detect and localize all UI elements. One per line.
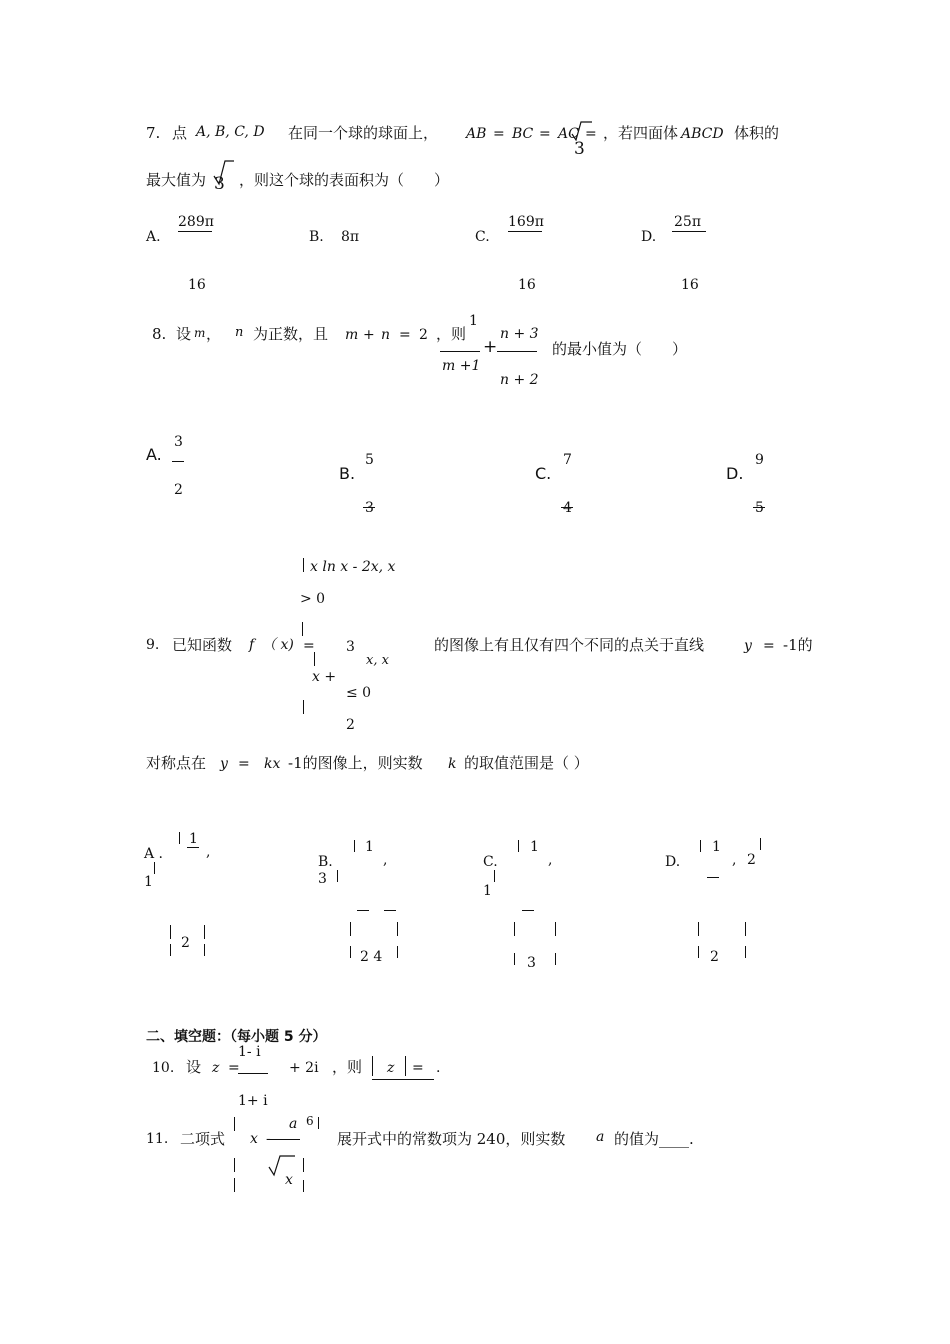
q7-option-c-label: C.	[475, 229, 490, 245]
q7-line2-a: 最大值为	[146, 171, 207, 189]
q9-kx: kx	[264, 756, 281, 772]
q9-option-c-comma: ,	[548, 852, 553, 868]
q9-option-d-bracket-right	[760, 838, 761, 850]
q9-brace-bottom	[303, 700, 304, 714]
q9-option-b-bar-1	[357, 910, 369, 911]
q7-option-b-value: 8π	[341, 229, 360, 245]
q8-text-ze: ，则	[436, 325, 467, 343]
q9-option-c-paren-left	[514, 922, 515, 936]
q11-paren-right-top	[318, 1117, 319, 1129]
q9-option-b-denoms: 2 4	[360, 949, 383, 965]
q9-brace-top	[303, 558, 304, 572]
q8-option-a-numerator: 3	[174, 434, 183, 450]
q10-eq2: =	[412, 1060, 424, 1076]
q7-option-d-fraction-bar	[672, 231, 706, 232]
q8-option-b-denominator: 3	[365, 500, 374, 516]
q9-option-c-right: 1	[483, 883, 492, 899]
q9-option-b-paren-left	[350, 922, 351, 936]
q8-m2: m	[345, 327, 359, 343]
q10-text-ze: ，则	[332, 1058, 363, 1076]
q9-option-d-comma: ,	[732, 852, 737, 868]
q9-option-c-bracket-top	[518, 840, 519, 852]
q8-text-mid: 为正数，且	[253, 325, 329, 343]
q11-text-after: 展开式中的常数项为 240，则实数	[337, 1130, 566, 1148]
q7-option-a-label: A.	[146, 229, 161, 245]
q7-option-a-fraction-bar	[178, 231, 212, 232]
q9-eq2: =	[238, 756, 250, 772]
q9-option-b-three: 3	[318, 871, 327, 887]
q9-option-c-one: 1	[530, 839, 539, 855]
q11-a2: a	[596, 1129, 605, 1145]
q9-option-b-paren-right	[397, 922, 398, 936]
q11-frac-bar	[270, 1139, 300, 1140]
q9-option-d-bracket-top	[700, 840, 701, 852]
q7-option-c-numerator: 169π	[508, 214, 544, 230]
q10-frac-bar	[238, 1073, 268, 1074]
q9-option-d-paren-right	[745, 922, 746, 936]
q11-paren-right-mid	[303, 1158, 304, 1172]
q7-option-b-label: B.	[309, 229, 324, 245]
q9-option-b-paren-right-b	[397, 946, 398, 958]
q11-paren-left-top	[234, 1117, 235, 1131]
q8-plus: +	[363, 327, 375, 343]
q7-text-after: ，若四面体	[603, 124, 679, 142]
q9-number: 9.	[146, 637, 160, 653]
q9-line2-c: 的取值范围是（ ）	[464, 754, 589, 772]
q7-option-d-denominator: 16	[681, 277, 699, 293]
q7-option-c-fraction-bar	[508, 231, 542, 232]
q9-option-a-comma: ,	[206, 844, 211, 860]
q11-text-tail: 的值为____.	[614, 1130, 694, 1148]
q11-paren-left-mid	[234, 1158, 235, 1172]
q9-option-b-bracket-top	[354, 840, 355, 852]
q9-option-a-paren-right-b	[204, 944, 205, 956]
q11-minus: -	[266, 1131, 271, 1147]
q10-dot: .	[436, 1060, 441, 1076]
q10-text-pre: 设	[186, 1058, 202, 1076]
q8-number: 8.	[152, 325, 167, 343]
q7-eq1: =	[493, 126, 505, 142]
q7-option-d-label: D.	[641, 229, 657, 245]
section-2-title: 二、填空题：（每小题 5 分）	[146, 1029, 327, 1045]
q9-option-a-two: 2	[181, 935, 190, 951]
q7-ab: AB	[466, 126, 487, 142]
q7-text-vol: 体积的	[734, 124, 780, 142]
q8-option-c-numerator: 7	[563, 452, 572, 468]
q9-option-a-one: 1	[189, 831, 198, 847]
q8-option-c-denominator: 4	[563, 500, 572, 516]
q10-abs-z: z	[387, 1060, 395, 1076]
q9-option-b-paren-left-b	[350, 946, 351, 958]
q9-option-b-comma: ,	[383, 852, 388, 868]
q9-f: f	[249, 637, 255, 653]
q8-frac2-bar	[497, 351, 537, 352]
q9-option-b-one: 1	[365, 839, 374, 855]
q10-plus2i: + 2i	[289, 1060, 319, 1076]
q9-option-d-bar	[707, 877, 719, 878]
q10-abs-left	[372, 1056, 373, 1076]
q9-le0: ≤ 0	[346, 685, 372, 701]
q10-frac-numerator: 1- i	[238, 1044, 261, 1060]
q8-text-pre: 设	[176, 325, 192, 343]
q11-text-pre: 二项式	[180, 1130, 226, 1148]
q8-option-a-label: A.	[146, 445, 162, 464]
q10-number: 10.	[152, 1060, 175, 1076]
q9-option-d-one: 1	[712, 839, 721, 855]
q9-eq: =	[303, 638, 315, 654]
q9-option-a-paren-left-b	[170, 944, 171, 956]
q7-text-pre: 点	[172, 124, 188, 142]
q7-eq3: =	[585, 126, 597, 142]
q10-abs-right	[405, 1056, 406, 1076]
q7-ac: AC	[558, 126, 579, 142]
q8-frac1-denominator: m +1	[442, 358, 481, 374]
q9-option-a-bar	[187, 847, 199, 848]
q7-eq2: =	[539, 126, 551, 142]
q8-two: 2	[419, 327, 428, 343]
q9-option-a-bracket-top	[179, 832, 180, 844]
q9-brace-mid-upper	[302, 622, 303, 636]
q7-option-d-numerator: 25π	[674, 214, 702, 230]
q11-paren-left-bottom	[234, 1178, 235, 1192]
q11-sqrt-x: x	[285, 1172, 293, 1188]
q9-paren-x: （ x)	[262, 637, 294, 653]
q9-option-d-right: 2	[747, 852, 756, 868]
q8-option-d-label: D.	[726, 464, 744, 483]
q10-frac-denominator: 1+ i	[238, 1093, 268, 1109]
q8-n2: n	[381, 327, 391, 343]
q8-option-a-denominator: 2	[174, 482, 183, 498]
q9-option-b-bracket-mid	[337, 870, 338, 882]
q9-option-d-paren-left	[698, 922, 699, 936]
q9-text-pre: 已知函数	[172, 636, 233, 654]
q8-option-c-label: C.	[535, 464, 552, 483]
q8-eq: =	[399, 327, 411, 343]
q9-piece1-cond: > 0	[300, 591, 326, 607]
q9-three: 3	[346, 639, 355, 655]
q7-text-mid: 在同一个球的球面上，	[288, 124, 439, 142]
q8-option-d-denominator: 5	[755, 500, 764, 516]
q8-text-tail: 的最小值为（ ）	[552, 340, 688, 358]
q8-option-b-label: B.	[339, 464, 356, 483]
q7-line2-radicand: 3	[214, 174, 225, 194]
q8-comma: ，	[206, 325, 222, 343]
q9-eq-y: =	[763, 638, 775, 654]
q7-line2-b: ，则这个球的表面积为（ ）	[239, 171, 450, 189]
q9-option-d-paren-right-b	[745, 946, 746, 958]
q9-option-a-label: A .	[144, 846, 164, 862]
q9-option-d-label: D.	[665, 854, 681, 870]
q9-y2: y	[220, 756, 228, 772]
q9-option-c-bracket-mid	[494, 870, 495, 882]
q7-option-c-denominator: 16	[518, 277, 536, 293]
q7-option-a-numerator: 289π	[178, 214, 214, 230]
q9-x-x: x, x	[366, 653, 389, 668]
q11-paren-right-bottom	[303, 1180, 304, 1192]
q7-option-a-denominator: 16	[188, 277, 206, 293]
q9-line2-a: 对称点在	[146, 754, 207, 772]
q8-m: m	[194, 326, 206, 340]
q7-points: A, B, C, D	[196, 124, 265, 140]
q9-option-c-paren-right	[555, 922, 556, 936]
q9-option-c-paren-right-b	[555, 953, 556, 965]
q11-x: x	[250, 1131, 258, 1147]
q11-exponent: 6	[306, 1114, 314, 1128]
q9-two: 2	[346, 717, 355, 733]
q7-number: 7.	[146, 124, 161, 142]
q8-frac2-numerator: n + 3	[500, 326, 539, 342]
q9-option-d-two: 2	[710, 949, 719, 965]
q8-n: n	[235, 325, 244, 340]
q9-option-b-label: B.	[318, 854, 333, 870]
q8-frac2-denominator: n + 2	[500, 372, 539, 388]
q9-minus1: -1的	[783, 636, 813, 654]
q10-answer-blank	[372, 1079, 434, 1080]
q9-option-d-paren-left-b	[698, 946, 699, 958]
q9-option-c-bar	[522, 910, 534, 911]
q9-option-a-paren-left	[170, 925, 171, 939]
q9-line2-b: -1的图像上，则实数	[288, 754, 423, 772]
q9-option-a-paren-right	[204, 925, 205, 939]
q9-brace-mid-lower	[314, 652, 315, 666]
q9-option-a-right: 1	[144, 874, 153, 890]
q8-frac1-bar	[440, 351, 480, 352]
q7-abcd: ABCD	[681, 126, 724, 142]
q9-y: y	[744, 638, 752, 654]
q9-option-a-bracket-mid	[154, 862, 155, 874]
q10-eq: =	[228, 1060, 240, 1076]
q7-bc: BC	[512, 126, 534, 142]
q8-option-b-numerator: 5	[365, 452, 374, 468]
q9-k: k	[448, 756, 457, 772]
q8-plus2: +	[483, 337, 498, 357]
q9-option-b-bar-2	[384, 910, 396, 911]
q11-a: a	[289, 1116, 298, 1132]
q8-frac1-numerator: 1	[469, 313, 478, 329]
q7-sqrt-radicand: 3	[574, 139, 585, 159]
q9-text-after: 的图像上有且仅有四个不同的点关于直线	[434, 636, 705, 654]
q9-option-c-three: 3	[527, 955, 536, 971]
q9-piece1: x ln x - 2x, x	[310, 559, 396, 575]
q11-number: 11.	[146, 1131, 169, 1147]
q8-option-d-numerator: 9	[755, 452, 764, 468]
q9-option-c-paren-left-b	[514, 953, 515, 965]
q8-option-a-fraction-bar	[172, 461, 184, 462]
q9-option-c-label: C.	[483, 854, 498, 870]
q10-z: z	[212, 1060, 220, 1076]
q9-x-plus: x +	[312, 669, 337, 685]
